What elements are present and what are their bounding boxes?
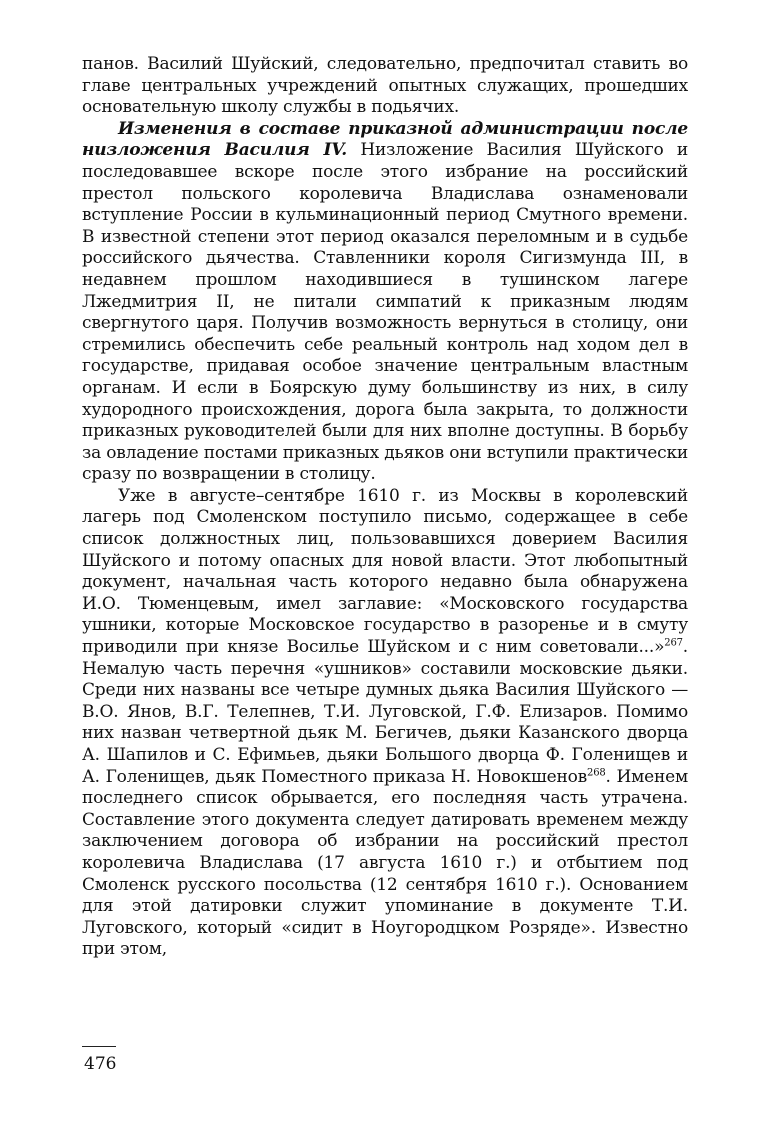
paragraph-2-text: Низложение Василия Шуйского и последовавшее вскоре после этого избрание на российский престол польского королевича Владислава ознаменовали вступление России в кульминационный период Смутного времени. В известной степени этот период оказался переломным и в судьбе российского дьячества. Ставленники короля Сигизмунда III, в недавнем прошлом находившиеся в тушинском лагере Лжедмитрия II, не питали симпатий к приказным людям свергнутого царя. Получив возможность вернуться в столицу, они стремились обеспечить себе реальный контроль над ходом дел в государстве, придавая особое значение центральным властным органам. И если в Боярскую думу большинству из них, в силу худородного происхождения, дорога была закрыта, то должности приказных руководителей были для них вполне доступны. В борьбу за овладение постами приказных дьяков они вступили практически сразу по возвращении в столицу. (82, 140, 688, 485)
paragraph-3-text-c: . Именем последнего список обрывается, его последняя часть утрачена. Составление этого документа следует датировать временем между заключением договора об избрании на российский престол королевича Владислава (17 августа 1610 г.) и отбытием под Смоленск русского посольства (12 сентября 1610 г.). Основанием для этой датировки служит упоминание в документе Т.И. Луговского, который «сидит в Ноугородцком Розряде». Известно при этом, (82, 766, 688, 960)
body-text (82, 54, 688, 961)
paragraph-1 (82, 54, 688, 119)
footnote-ref-267[interactable]: 267 (664, 637, 683, 649)
paragraph-3-text-b: . Немалую часть перечня «ушников» составили московские дьяки. Среди них названы все четыре думных дьяка Василия Шуйского — В.О. Янов, В.Г. Телепнев, Т.И. Луговской, Г.Ф. Елизаров. Помимо них назван четвертной дьяк М. Бегичев, дьяки Казанского дворца А. Шапилов и С. Ефимьев, дьяки Большого дворца Ф. Голенищев и А. Голенищев, дьяк Поместного приказа Н. Новокшенов (82, 637, 688, 787)
section-heading: Изменения в составе приказной администрации после низложения Василия IV. (82, 118, 688, 161)
paragraph-3-text-a: Уже в августе–сентябре 1610 г. из Москвы в королевский лагерь под Смоленском поступило письмо, содержащее в себе список должностных лиц, пользовавшихся доверием Василия Шуйского и потому опасных для новой власти. Этот любопытный документ, начальная часть которого недавно была обнаружена И.О. Тюменцевым, имел заглавие: «Московского государства ушники, которые Московское государство в разоренье и в смуту приводили при князе Восилье Шуйском и с ним советовали...» (82, 485, 688, 658)
footer-rule (82, 1046, 116, 1047)
paragraph-1-text: панов. Василий Шуйский, следовательно, предпочитал ставить во главе центральных учреждений опытных служащих, прошедших основательную школу службы в подьячих. (82, 54, 688, 118)
paragraph-3 (82, 486, 688, 961)
page-number: 476 (84, 1054, 117, 1074)
paragraph-2 (82, 119, 688, 486)
footnote-ref-268[interactable]: 268 (587, 766, 606, 778)
